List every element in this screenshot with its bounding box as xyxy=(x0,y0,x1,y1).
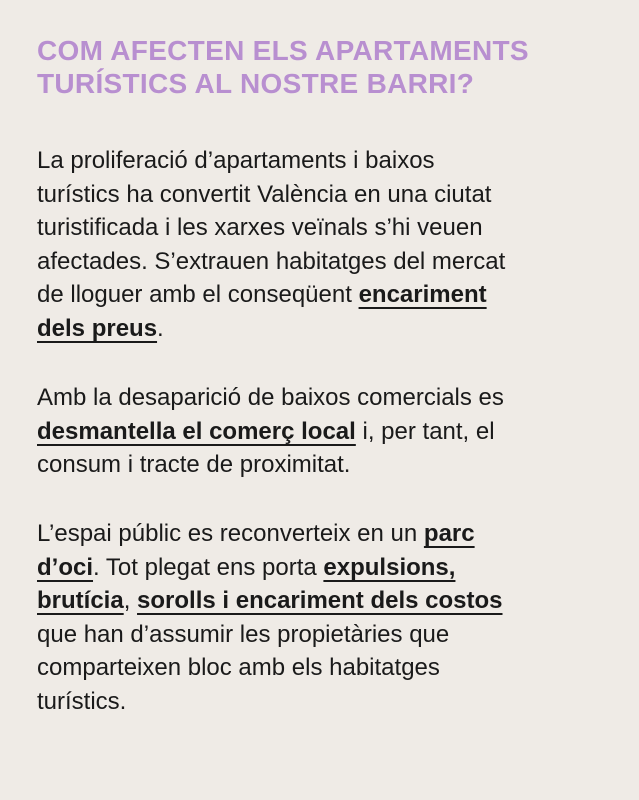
paragraph-2-line-3: consum i tracte de proximitat. xyxy=(37,451,351,478)
highlight-encariment: encariment xyxy=(358,281,487,308)
page-title xyxy=(37,34,617,100)
paragraph-3-line-4: que han d’assumir les propietàries que xyxy=(37,620,450,648)
paragraph-3-text: . Tot plegat ens porta xyxy=(93,553,324,581)
paragraph-1-line-4: afectades. S’extrauen habitatges del mercat xyxy=(37,247,506,275)
highlight-doci: d’oci xyxy=(37,553,94,581)
highlight-expulsions: expulsions, xyxy=(323,553,456,581)
highlight-desmantella-comerc-local: desmantella el comerç local xyxy=(37,417,356,445)
paragraph-1-line-1: La proliferació d’apartaments i baixos xyxy=(37,147,435,174)
paragraph-3-comma: , xyxy=(123,587,138,614)
paragraph-1-line-5 xyxy=(37,278,612,312)
highlight-parc: parc xyxy=(423,520,475,547)
paragraph-1-line-6 xyxy=(37,312,612,346)
paragraph-1-line-2: turístics ha convertit València en una ciutat xyxy=(37,180,492,208)
highlight-dels-preus: dels preus xyxy=(37,314,158,342)
paragraph-1-text: de lloguer amb el conseqüent xyxy=(37,281,359,308)
paragraph-1 xyxy=(37,144,612,345)
paragraph-2-line-2 xyxy=(37,415,612,449)
paragraph-3-line-5: comparteixen bloc amb els habitatges xyxy=(37,654,440,681)
highlight-bruticia: brutícia xyxy=(37,587,124,614)
paragraph-3 xyxy=(37,517,612,718)
paragraph-2 xyxy=(37,381,612,482)
paragraph-1-line-3: turistificada i les xarxes veïnals s’hi veuen xyxy=(37,214,483,241)
title-line-1: COM AFECTEN ELS APARTAMENTS xyxy=(37,35,529,66)
highlight-sorolls-encariment-costos: sorolls i encariment dels costos xyxy=(137,587,503,614)
title-line-2: TURÍSTICS AL NOSTRE BARRI? xyxy=(37,68,475,99)
paragraph-3-line-2 xyxy=(37,551,612,585)
paragraph-3-line-1 xyxy=(37,517,612,551)
paragraph-3-line-6: turístics. xyxy=(37,687,127,715)
paragraph-3-text: L’espai públic es reconverteix en un xyxy=(37,520,424,547)
paragraph-1-period: . xyxy=(157,314,164,342)
paragraph-2-line-1: Amb la desaparició de baixos comercials es xyxy=(37,384,504,411)
paragraph-3-line-3 xyxy=(37,584,612,618)
paragraph-2-text: i, per tant, el xyxy=(355,417,495,445)
